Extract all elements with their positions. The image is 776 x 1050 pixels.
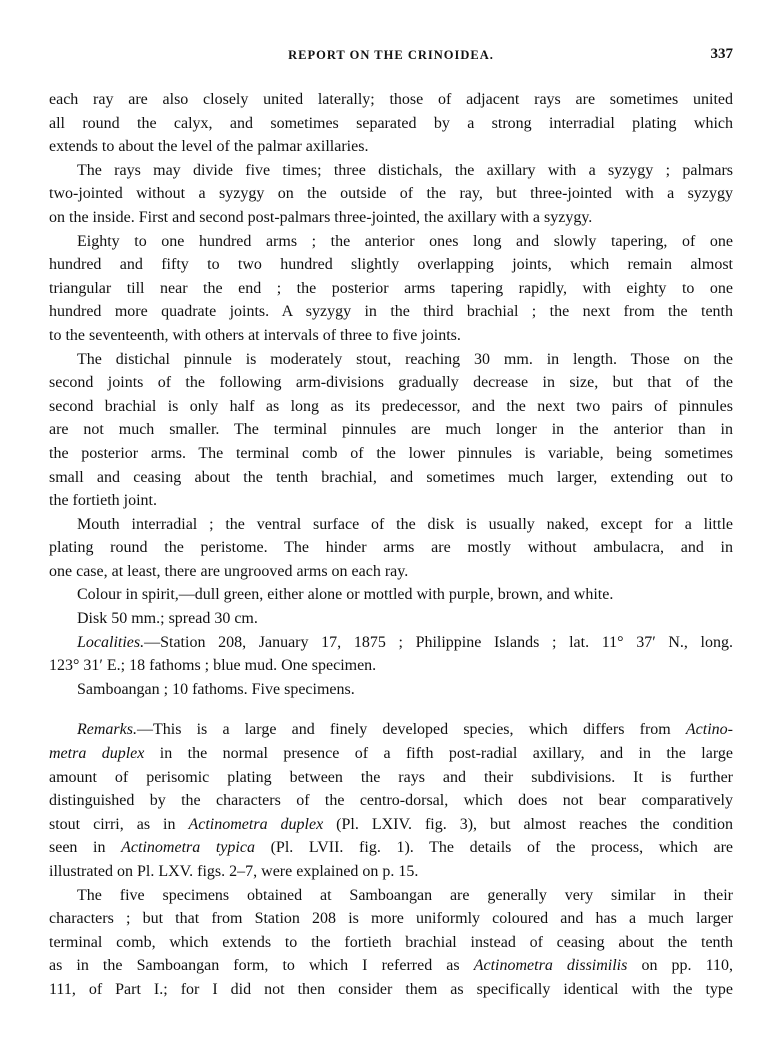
text-run: second joints of the following arm-divisions gradually decrease in size, but that of the [49,374,733,392]
italic-text-run: Actinometra duplex [188,815,324,833]
text-run: characters ; but that from Station 208 is more uniformly coloured and has a much larger [49,910,733,928]
text-line [49,489,733,513]
text-line [49,324,733,348]
text-run: —This is a large and finely developed species, which differs from [136,721,686,739]
text-line [49,442,733,466]
text-line [49,718,733,742]
italic-text-run: Actinometra dissimilis [473,957,628,975]
text-line [49,654,733,678]
italic-text-run: Actino- [685,721,733,739]
text-run: two-jointed without a syzygy on the outside of the ray, but three-jointed with a syzygy [49,185,733,203]
text-line [49,860,733,884]
text-line [49,607,733,631]
italic-text-run: Remarks. [77,721,137,739]
running-title: REPORT ON THE CRINOIDEA. [288,48,494,62]
text-run: terminal comb, which extends to the fortieth brachial instead of ceasing about the tenth [49,933,733,951]
paragraph [49,583,733,607]
text-line [49,742,733,766]
text-run: one case, at least, there are ungrooved arms on each ray. [49,562,409,580]
text-line [49,206,733,230]
text-line [49,583,733,607]
paragraph [49,230,733,348]
text-line [49,907,733,931]
text-run: distinguished by the characters of the centro-dorsal, which does not bear comparatively [49,792,733,810]
text-run: each ray are also closely united laterally; those of adjacent rays are sometimes united [49,91,733,108]
text-line [49,884,733,908]
text-line [49,253,733,277]
text-run: (Pl. LXIV. fig. 3), but almost reaches the condition [323,815,733,833]
text-run: hundred more quadrate joints. A syzygy in the third brachial ; the next from the tenth [49,303,733,321]
text-line [49,230,733,254]
text-line [49,513,733,537]
text-line [49,536,733,560]
text-line [49,631,733,655]
text-run: triangular till near the end ; the posterior arms tapering rapidly, with eighty to one [49,279,733,297]
text-run: 123° 31′ E.; 18 fathoms ; blue mud. One specimen. [49,657,377,675]
text-line [49,766,733,790]
text-line [49,954,733,978]
text-run: the fortieth joint. [49,492,157,510]
text-run: on the inside. First and second post-palmars three-jointed, the axillary with a syzygy. [49,208,593,226]
text-run: plating round the peristome. The hinder arms are mostly without ambulacra, and in [49,539,733,557]
paragraph [49,159,733,230]
text-line [49,371,733,395]
text-run: in the normal presence of a fifth post-radial axillary, and in the large [144,745,733,763]
text-run: 111, of Part I.; for I did not then consider them as specifically identical with the type [49,980,733,998]
text-line [49,678,733,702]
text-line [49,560,733,584]
text-line [49,88,733,112]
text-line [49,348,733,372]
text-run: Mouth interradial ; the ventral surface of the disk is usually naked, except for a little [77,515,733,533]
text-run: Samboangan ; 10 fathoms. Five specimens. [77,680,355,698]
text-run: Disk 50 mm.; spread 30 cm. [77,610,258,628]
text-run: Eighty to one hundred arms ; the anterior ones long and slowly tapering, of one [77,232,733,250]
paragraph [49,607,733,631]
text-run: all round the calyx, and sometimes separated by a strong interradial plating which [49,114,733,132]
text-line [49,112,733,136]
text-line [49,135,733,159]
text-run: stout cirri, as in [49,815,189,833]
text-run: hundred and fifty to two hundred slightly overlapping joints, which remain almost [49,256,733,274]
page-header [49,48,733,68]
text-run: the posterior arms. The terminal comb of the lower pinnules is variable, being sometimes [49,444,733,462]
text-line [49,300,733,324]
text-run: Colour in spirit,—dull green, either alone or mottled with purple, brown, and white. [77,586,614,604]
text-line [49,813,733,837]
text-run: on pp. 110, [627,957,734,975]
text-run: are not much smaller. The terminal pinnules are much longer in the anterior than in [49,421,733,439]
text-line [49,395,733,419]
italic-text-run: Localities. [77,633,145,651]
body-text [49,88,733,1002]
paragraph [49,718,733,883]
text-line [49,159,733,183]
paragraph [49,348,733,513]
text-line [49,277,733,301]
text-run: The five specimens obtained at Samboangan are generally very similar in their [77,886,733,904]
text-run: extends to about the level of the palmar axillaries. [49,138,369,156]
text-run: (Pl. LVII. fig. 1). The details of the process, which are [254,839,734,857]
italic-text-run: Actinometra typica [121,839,255,857]
text-run: The rays may divide five times; three distichals, the axillary with a syzygy ; palmars [77,161,733,179]
paragraph [49,678,733,702]
text-line [49,931,733,955]
text-run: to the seventeenth, with others at intervals of three to five joints. [49,326,461,344]
text-run: as in the Samboangan form, to which I referred as [49,957,474,975]
text-run: amount of perisomic plating between the rays and their subdivisions. It is further [49,768,733,786]
text-run: —Station 208, January 17, 1875 ; Philippine Islands ; lat. 11° 37′ N., long. [144,633,733,651]
text-line [49,978,733,1002]
paragraph [49,88,733,159]
text-run: small and ceasing about the tenth brachial, and sometimes much larger, extending out to [49,468,733,486]
text-run: illustrated on Pl. LXV. figs. 2–7, were explained on p. 15. [49,863,419,880]
text-line [49,789,733,813]
paragraph [49,513,733,584]
text-line [49,182,733,206]
paragraph [49,884,733,1002]
text-line [49,836,733,860]
text-run: seen in [49,839,122,857]
text-run: second brachial is only half as long as its predecessor, and the next two pairs of pinnules [49,397,733,415]
text-run: The distichal pinnule is moderately stout, reaching 30 mm. in length. Those on the [77,350,733,368]
paragraph [49,631,733,678]
page-number: 337 [710,46,733,62]
italic-text-run: metra duplex [49,745,145,763]
text-line [49,418,733,442]
text-line [49,466,733,490]
